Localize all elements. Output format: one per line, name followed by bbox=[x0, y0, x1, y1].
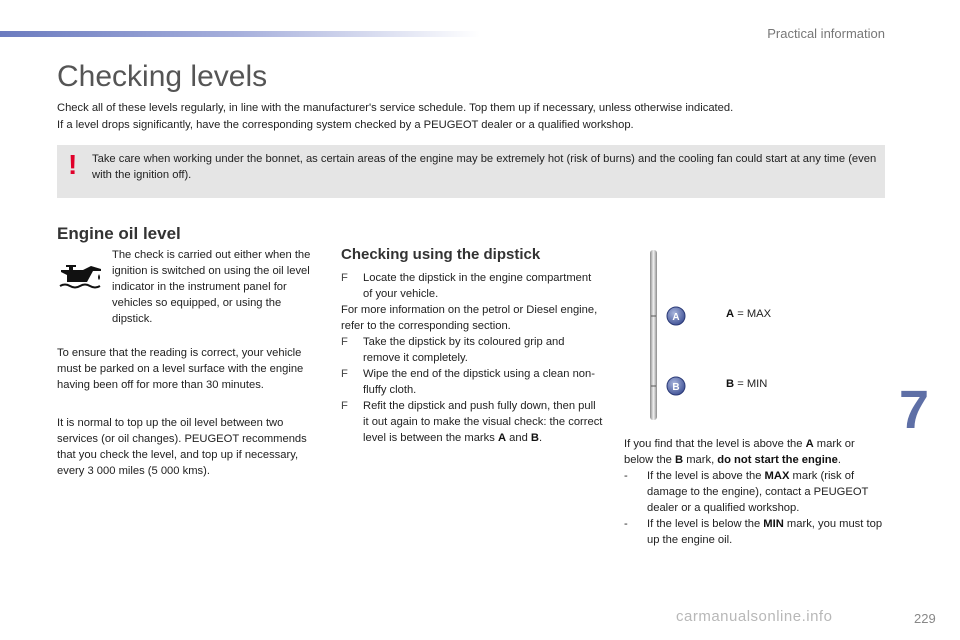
min-ref: MIN bbox=[763, 518, 784, 530]
exclamation-icon: ! bbox=[68, 149, 78, 180]
min-label bbox=[726, 378, 767, 390]
marker-b-letter: B bbox=[672, 382, 680, 393]
oil-check-method-text: The check is carried out either when the ignition is switched on using the oil level indicator in the instrument panel for vehicles so equipped, or using the dipstick. bbox=[112, 249, 311, 325]
intro-line-2: If a level drops significantly, have the corresponding system checked by a PEUGEOT dealer or a qualified workshop. bbox=[57, 119, 634, 131]
oil-can-icon bbox=[57, 258, 103, 290]
max-ref: MAX bbox=[764, 470, 790, 482]
step-text: Wipe the end of the dipstick using a clean non-fluffy cloth. bbox=[363, 368, 595, 396]
warning-text: Take care when working under the bonnet, as certain areas of the engine may be extremely hot (risk of burns) and the cooling fan could start at any time (even with the ignition off). bbox=[92, 153, 877, 181]
max-label bbox=[726, 308, 771, 320]
intro-line-1: Check all of these levels regularly, in line with the manufacturer's service schedule. Top them up if necessary, unless otherwise indicated. bbox=[57, 102, 734, 114]
mark-b-ref: B bbox=[530, 432, 540, 444]
section-title: Practical information bbox=[767, 26, 885, 41]
dipstick-step-locate bbox=[341, 270, 603, 302]
step-text: Refit the dipstick and push fully down, then pull it out again to make the visual check: the correct level is between the marks bbox=[363, 400, 603, 444]
list-dash: - bbox=[624, 518, 628, 530]
oil-top-up-recommendation-text: It is normal to top up the oil level between two services (or oil changes). PEUGEOT recommends that you check the level, and top up if necessary, every 3 000 miles (5 000 kms). bbox=[57, 417, 307, 477]
engine-oil-heading: Engine oil level bbox=[57, 224, 181, 243]
step-bullet: F bbox=[341, 272, 348, 284]
chapter-number: 7 bbox=[899, 380, 930, 440]
max-label-text: = MAX bbox=[734, 308, 772, 320]
header-accent-bar bbox=[0, 31, 480, 37]
dipstick-step-wipe bbox=[341, 366, 603, 398]
dipstick-step-remove bbox=[341, 334, 603, 366]
do-not-start-warning: do not start the engine bbox=[717, 454, 838, 466]
mark-b-ref: B bbox=[675, 454, 684, 466]
step-bullet: F bbox=[341, 400, 348, 412]
oil-reading-conditions-text: To ensure that the reading is correct, your vehicle must be parked on a level surface with the engine having been off for more than 30 minutes. bbox=[57, 347, 304, 391]
step-text: Take the dipstick by its coloured grip and remove it completely. bbox=[363, 336, 565, 364]
dipstick-engine-note: For more information on the petrol or Diesel engine, refer to the corresponding section. bbox=[341, 304, 598, 332]
marker-a-letter: A bbox=[672, 312, 680, 323]
dipstick-heading: Checking using the dipstick bbox=[341, 246, 541, 263]
warning-box bbox=[57, 145, 885, 198]
step-bullet: F bbox=[341, 336, 348, 348]
intro-part: mark or below the bbox=[624, 438, 855, 466]
level-check-instructions bbox=[624, 436, 886, 548]
item-text: If the level is above the bbox=[647, 470, 765, 482]
step-bullet: F bbox=[341, 368, 348, 380]
page-number: 229 bbox=[914, 611, 936, 626]
step-text-end: . bbox=[539, 432, 543, 444]
step-text: Locate the dipstick in the engine compartment of your vehicle. bbox=[363, 272, 592, 300]
item-text: mark, you must top up the engine oil. bbox=[647, 518, 883, 546]
intro-part: If you find that the level is above the bbox=[624, 438, 806, 450]
watermark: carmanualsonline.info bbox=[676, 608, 833, 625]
dipstick-illustration bbox=[640, 250, 700, 425]
list-dash: - bbox=[624, 470, 628, 482]
mark-a-ref: A bbox=[805, 438, 814, 450]
dipstick-step-refit bbox=[341, 398, 603, 446]
min-label-letter: B bbox=[726, 378, 735, 390]
intro-part: mark, bbox=[683, 454, 718, 466]
step-text-and: and bbox=[506, 432, 531, 444]
level-above-max-item bbox=[624, 468, 886, 516]
level-check-intro bbox=[624, 436, 886, 468]
intro-part: . bbox=[837, 454, 841, 466]
item-text: mark (risk of damage to the engine), contact a PEUGEOT dealer or a qualified workshop. bbox=[647, 470, 869, 514]
min-label-text: = MIN bbox=[734, 378, 768, 390]
mark-a-ref: A bbox=[497, 432, 507, 444]
page-title: Checking levels bbox=[57, 60, 268, 93]
dipstick-steps bbox=[341, 270, 603, 446]
item-text: If the level is below the bbox=[647, 518, 764, 530]
max-label-letter: A bbox=[726, 308, 735, 320]
intro-text bbox=[57, 100, 887, 134]
level-below-min-item bbox=[624, 516, 886, 548]
